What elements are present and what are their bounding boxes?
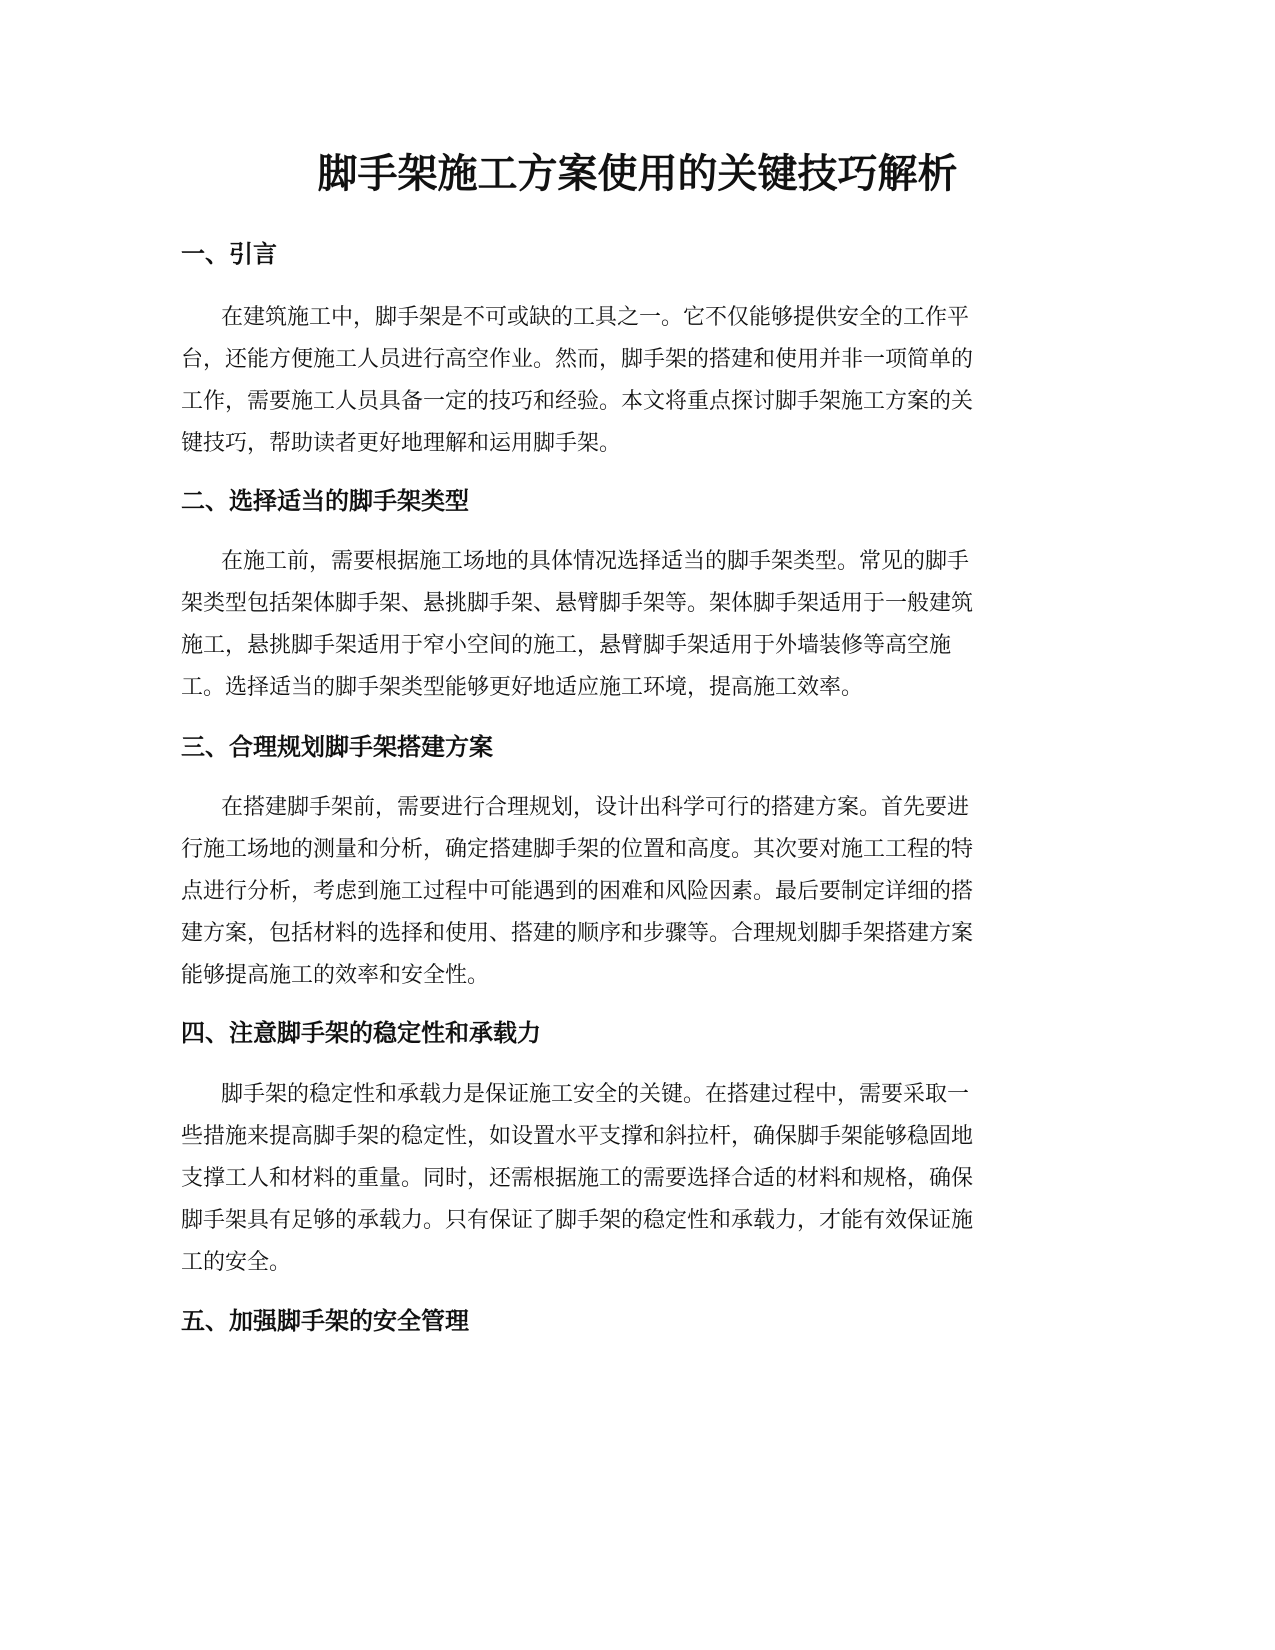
paragraph-line: 行施工场地的测量和分析，确定搭建脚手架的位置和高度。其次要对施工工程的特 (181, 837, 974, 862)
paragraph-line: 台，还能方便施工人员进行高空作业。然而，脚手架的搭建和使用并非一项简单的 (181, 347, 974, 372)
paragraph-line: 些措施来提高脚手架的稳定性，如设置水平支撑和斜拉杆，确保脚手架能够稳固地 (181, 1124, 974, 1149)
paragraph-line: 支撑工人和材料的重量。同时，还需根据施工的需要选择合适的材料和规格，确保 (181, 1166, 974, 1191)
paragraph-line: 点进行分析，考虑到施工过程中可能遇到的困难和风险因素。最后要制定详细的搭 (181, 879, 974, 904)
paragraph-line: 脚手架具有足够的承载力。只有保证了脚手架的稳定性和承载力，才能有效保证施 (181, 1208, 974, 1233)
section-paragraph-scaffold-type (181, 541, 1041, 709)
paragraph-line: 脚手架的稳定性和承载力是保证施工安全的关键。在搭建过程中，需要采取一 (221, 1082, 970, 1107)
section-paragraph-stability-capacity (181, 1074, 1041, 1284)
section-heading-introduction: 一、引言 (181, 240, 277, 268)
paragraph-line: 施工，悬挑脚手架适用于窄小空间的施工，悬臂脚手架适用于外墙装修等高空施 (181, 633, 952, 658)
paragraph-line: 能够提高施工的效率和安全性。 (181, 963, 490, 988)
paragraph-line: 在搭建脚手架前，需要进行合理规划，设计出科学可行的搭建方案。首先要进 (221, 795, 970, 820)
section-heading-scaffold-type: 二、选择适当的脚手架类型 (181, 487, 469, 515)
paragraph-line: 架类型包括架体脚手架、悬挑脚手架、悬臂脚手架等。架体脚手架适用于一般建筑 (181, 591, 974, 616)
section-paragraph-introduction (181, 297, 1041, 465)
section-paragraph-erection-plan (181, 787, 1041, 997)
section-heading-safety-management: 五、加强脚手架的安全管理 (181, 1307, 469, 1335)
section-heading-stability-capacity: 四、注意脚手架的稳定性和承载力 (181, 1019, 541, 1047)
paragraph-line: 在施工前，需要根据施工场地的具体情况选择适当的脚手架类型。常见的脚手 (221, 549, 970, 574)
paragraph-line: 工的安全。 (181, 1250, 292, 1275)
paragraph-line: 在建筑施工中，脚手架是不可或缺的工具之一。它不仅能够提供安全的工作平 (221, 305, 970, 330)
paragraph-line: 工作，需要施工人员具备一定的技巧和经验。本文将重点探讨脚手架施工方案的关 (181, 389, 974, 414)
paragraph-line: 键技巧，帮助读者更好地理解和运用脚手架。 (181, 431, 622, 456)
document-title: 脚手架施工方案使用的关键技巧解析 (317, 151, 958, 197)
paragraph-line: 工。选择适当的脚手架类型能够更好地适应施工环境，提高施工效率。 (181, 675, 864, 700)
paragraph-line: 建方案，包括材料的选择和使用、搭建的顺序和步骤等。合理规划脚手架搭建方案 (181, 921, 974, 946)
section-heading-erection-plan: 三、合理规划脚手架搭建方案 (181, 733, 493, 761)
